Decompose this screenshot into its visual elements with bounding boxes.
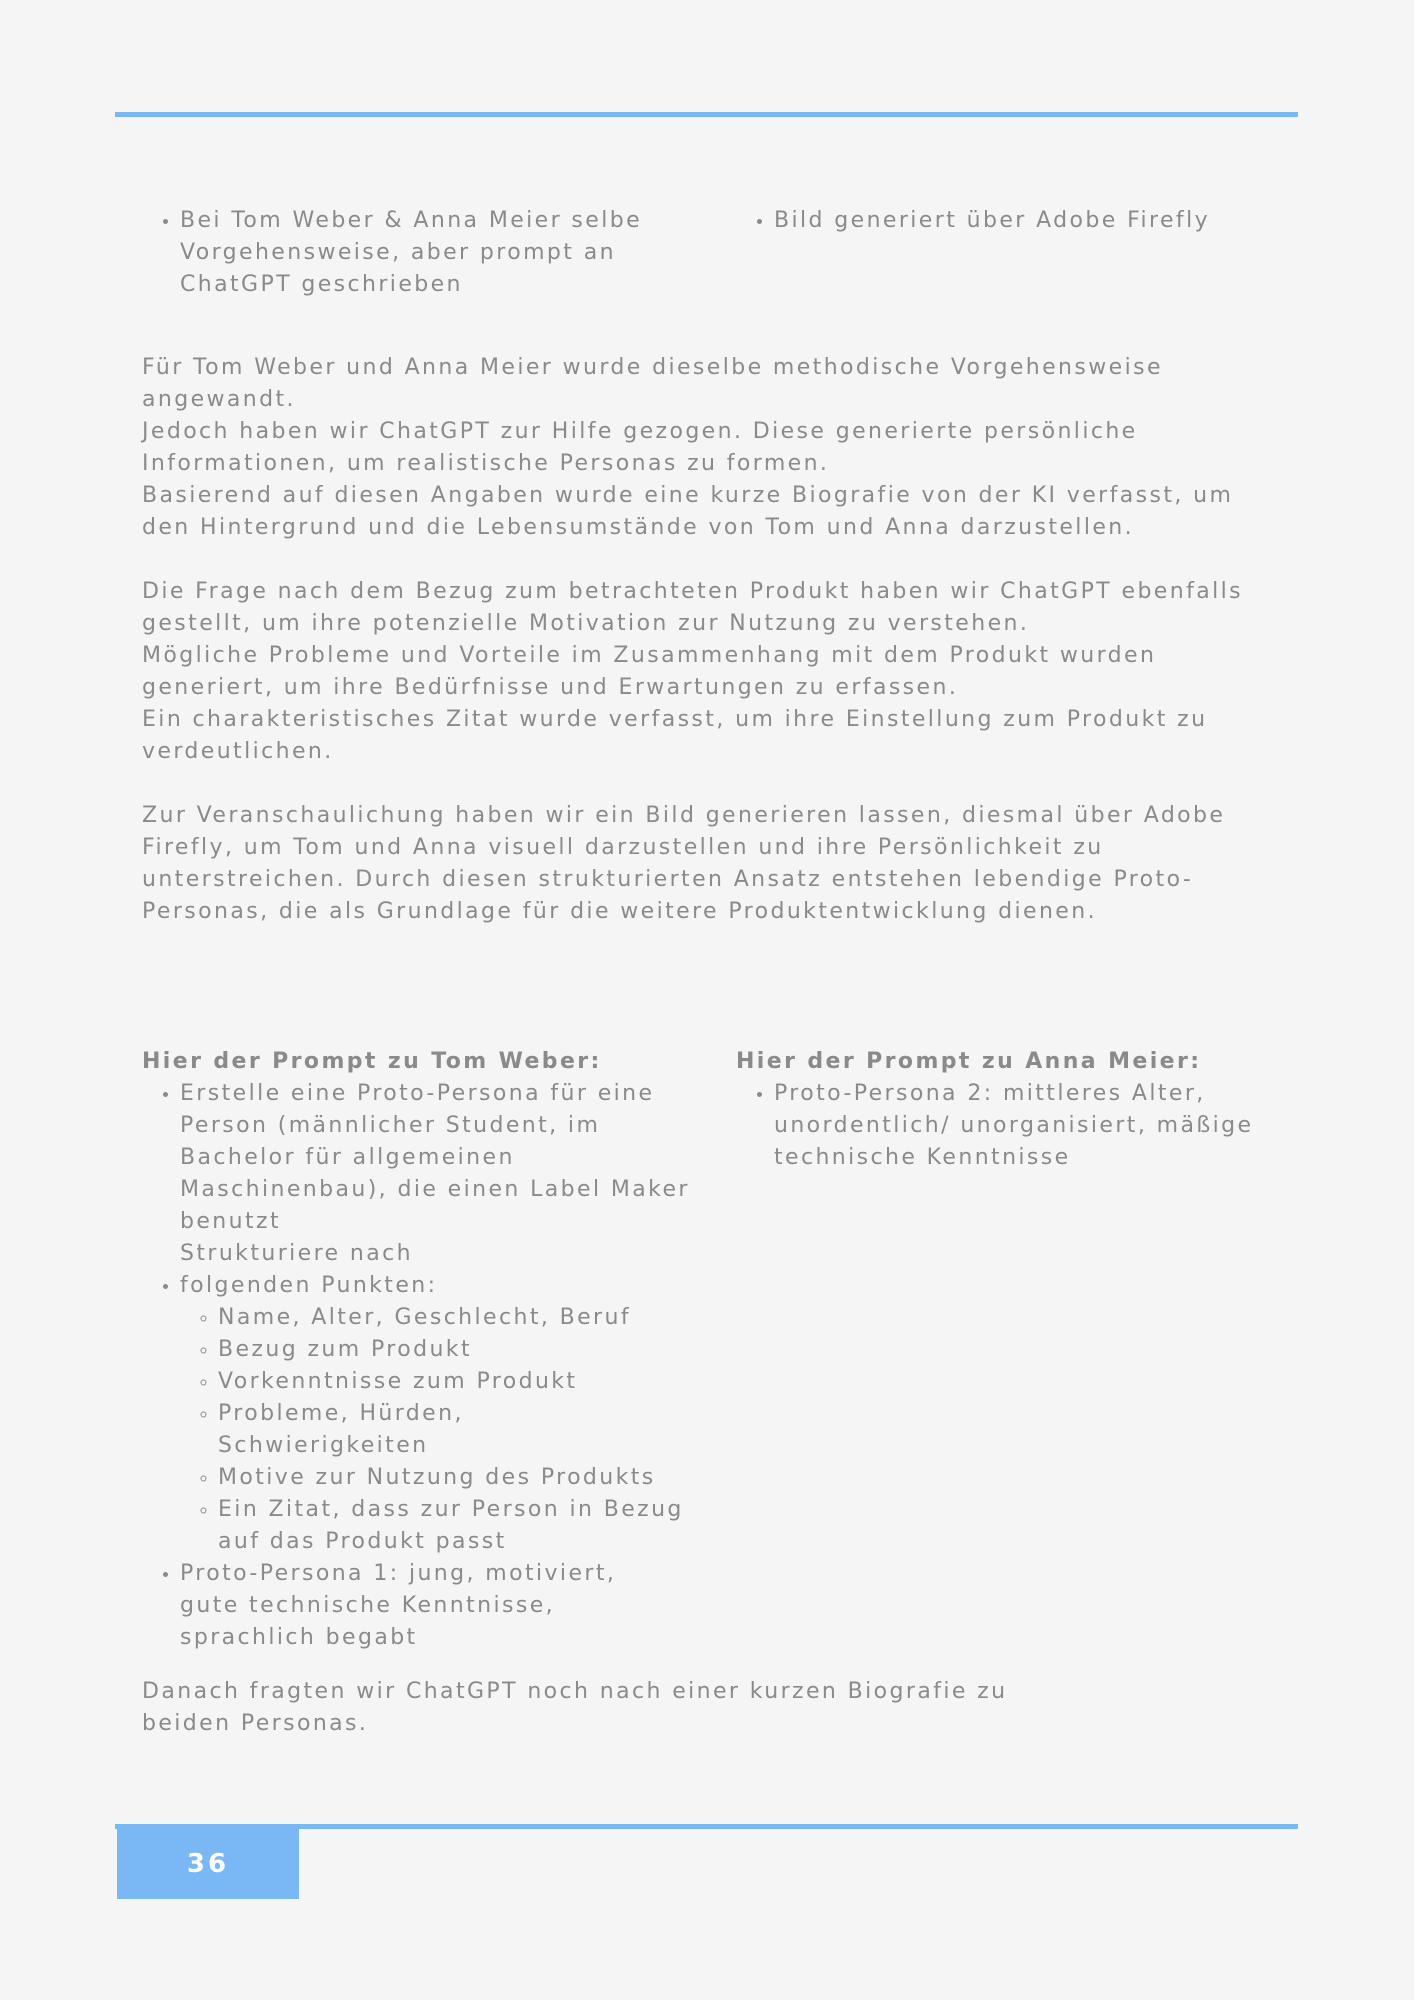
anna-prompt-section xyxy=(736,1046,1296,1174)
tom-prompt-heading: Hier der Prompt zu Tom Weber: xyxy=(142,1049,602,1074)
list-item: • Bild generiert über Adobe Firefly xyxy=(774,205,1296,237)
list-item: • Proto-Persona 2: mittleres Alter, unordentlich/ unorganisiert, mäßige technische Kenntnisse xyxy=(774,1078,1296,1174)
sublist-item: ◦ Name, Alter, Geschlecht, Beruf xyxy=(218,1302,702,1334)
list-item: • Erstelle eine Proto-Persona für eine Person (männlicher Student, im Bachelor für allgemeinen Maschinenbau), die einen Label Maker benutzt xyxy=(180,1078,702,1238)
paragraph-methodology: Für Tom Weber und Anna Meier wurde dieselbe methodische Vorgehensweise angewandt. Jedoch haben wir ChatGPT zur Hilfe gezogen. Diese generierte persönliche Informationen, um realistische Personas zu formen. Basierend auf diesen Angaben wurde eine kurze Biografie von der KI verfasst, um den Hintergrund und die Lebensumstände von Tom und Anna darzustellen. xyxy=(142,355,1234,540)
top-left-list xyxy=(142,205,702,301)
list-item xyxy=(180,1238,702,1558)
list-item-label: Strukturiere nach folgenden Punkten: xyxy=(180,1241,438,1298)
tom-structure-sublist xyxy=(180,1302,702,1558)
list-item: • Bei Tom Weber & Anna Meier selbe Vorgehensweise, aber prompt an ChatGPT geschrieben xyxy=(180,205,702,301)
paragraph-product-relation: Die Frage nach dem Bezug zum betrachteten Produkt haben wir ChatGPT ebenfalls gestellt, um ihre potenzielle Motivation zur Nutzung zu verstehen. Mögliche Probleme und Vorteile im Zusammenhang mit dem Produkt wurden generiert, um ihre Bedürfnisse und Erwartungen zu erfassen. Ein charakteristisches Zitat wurde verfasst, um ihre Einstellung zum Produkt zu verdeutlichen. xyxy=(142,579,1244,764)
closing-paragraph: Danach fragten wir ChatGPT noch nach einer kurzen Biografie zu beiden Personas. xyxy=(142,1679,1008,1736)
body-paragraphs xyxy=(142,352,1282,960)
sublist-item: ◦ Ein Zitat, dass zur Person in Bezug auf das Produkt passt xyxy=(218,1494,702,1558)
page-number: 36 xyxy=(117,1829,299,1899)
sublist-item: ◦ Vorkenntnisse zum Produkt xyxy=(218,1366,702,1398)
sublist-item: ◦ Probleme, Hürden, Schwierigkeiten xyxy=(218,1398,498,1462)
sublist-item: ◦ Motive zur Nutzung des Produkts xyxy=(218,1462,702,1494)
anna-prompt-heading: Hier der Prompt zu Anna Meier: xyxy=(736,1049,1202,1074)
top-right-notes xyxy=(736,205,1296,237)
top-divider xyxy=(115,112,1298,117)
top-right-list xyxy=(736,205,1296,237)
top-left-notes xyxy=(142,205,702,301)
list-item: • Proto-Persona 1: jung, motiviert, gute technische Kenntnisse, sprachlich begabt xyxy=(180,1558,650,1654)
paragraph-visualization: Zur Veranschaulichung haben wir ein Bild generieren lassen, diesmal über Adobe Firefly, um Tom und Anna visuell darzustellen und ihre Persönlichkeit zu unterstreichen. Durch diesen strukturierten Ansatz entstehen lebendige Proto-Personas, die als Grundlage für die weitere Produktentwicklung dienen. xyxy=(142,803,1226,924)
tom-prompt-section xyxy=(142,1046,702,1654)
tom-prompt-list xyxy=(142,1078,702,1654)
sublist-item: ◦ Bezug zum Produkt xyxy=(218,1334,702,1366)
anna-prompt-list xyxy=(736,1078,1296,1174)
